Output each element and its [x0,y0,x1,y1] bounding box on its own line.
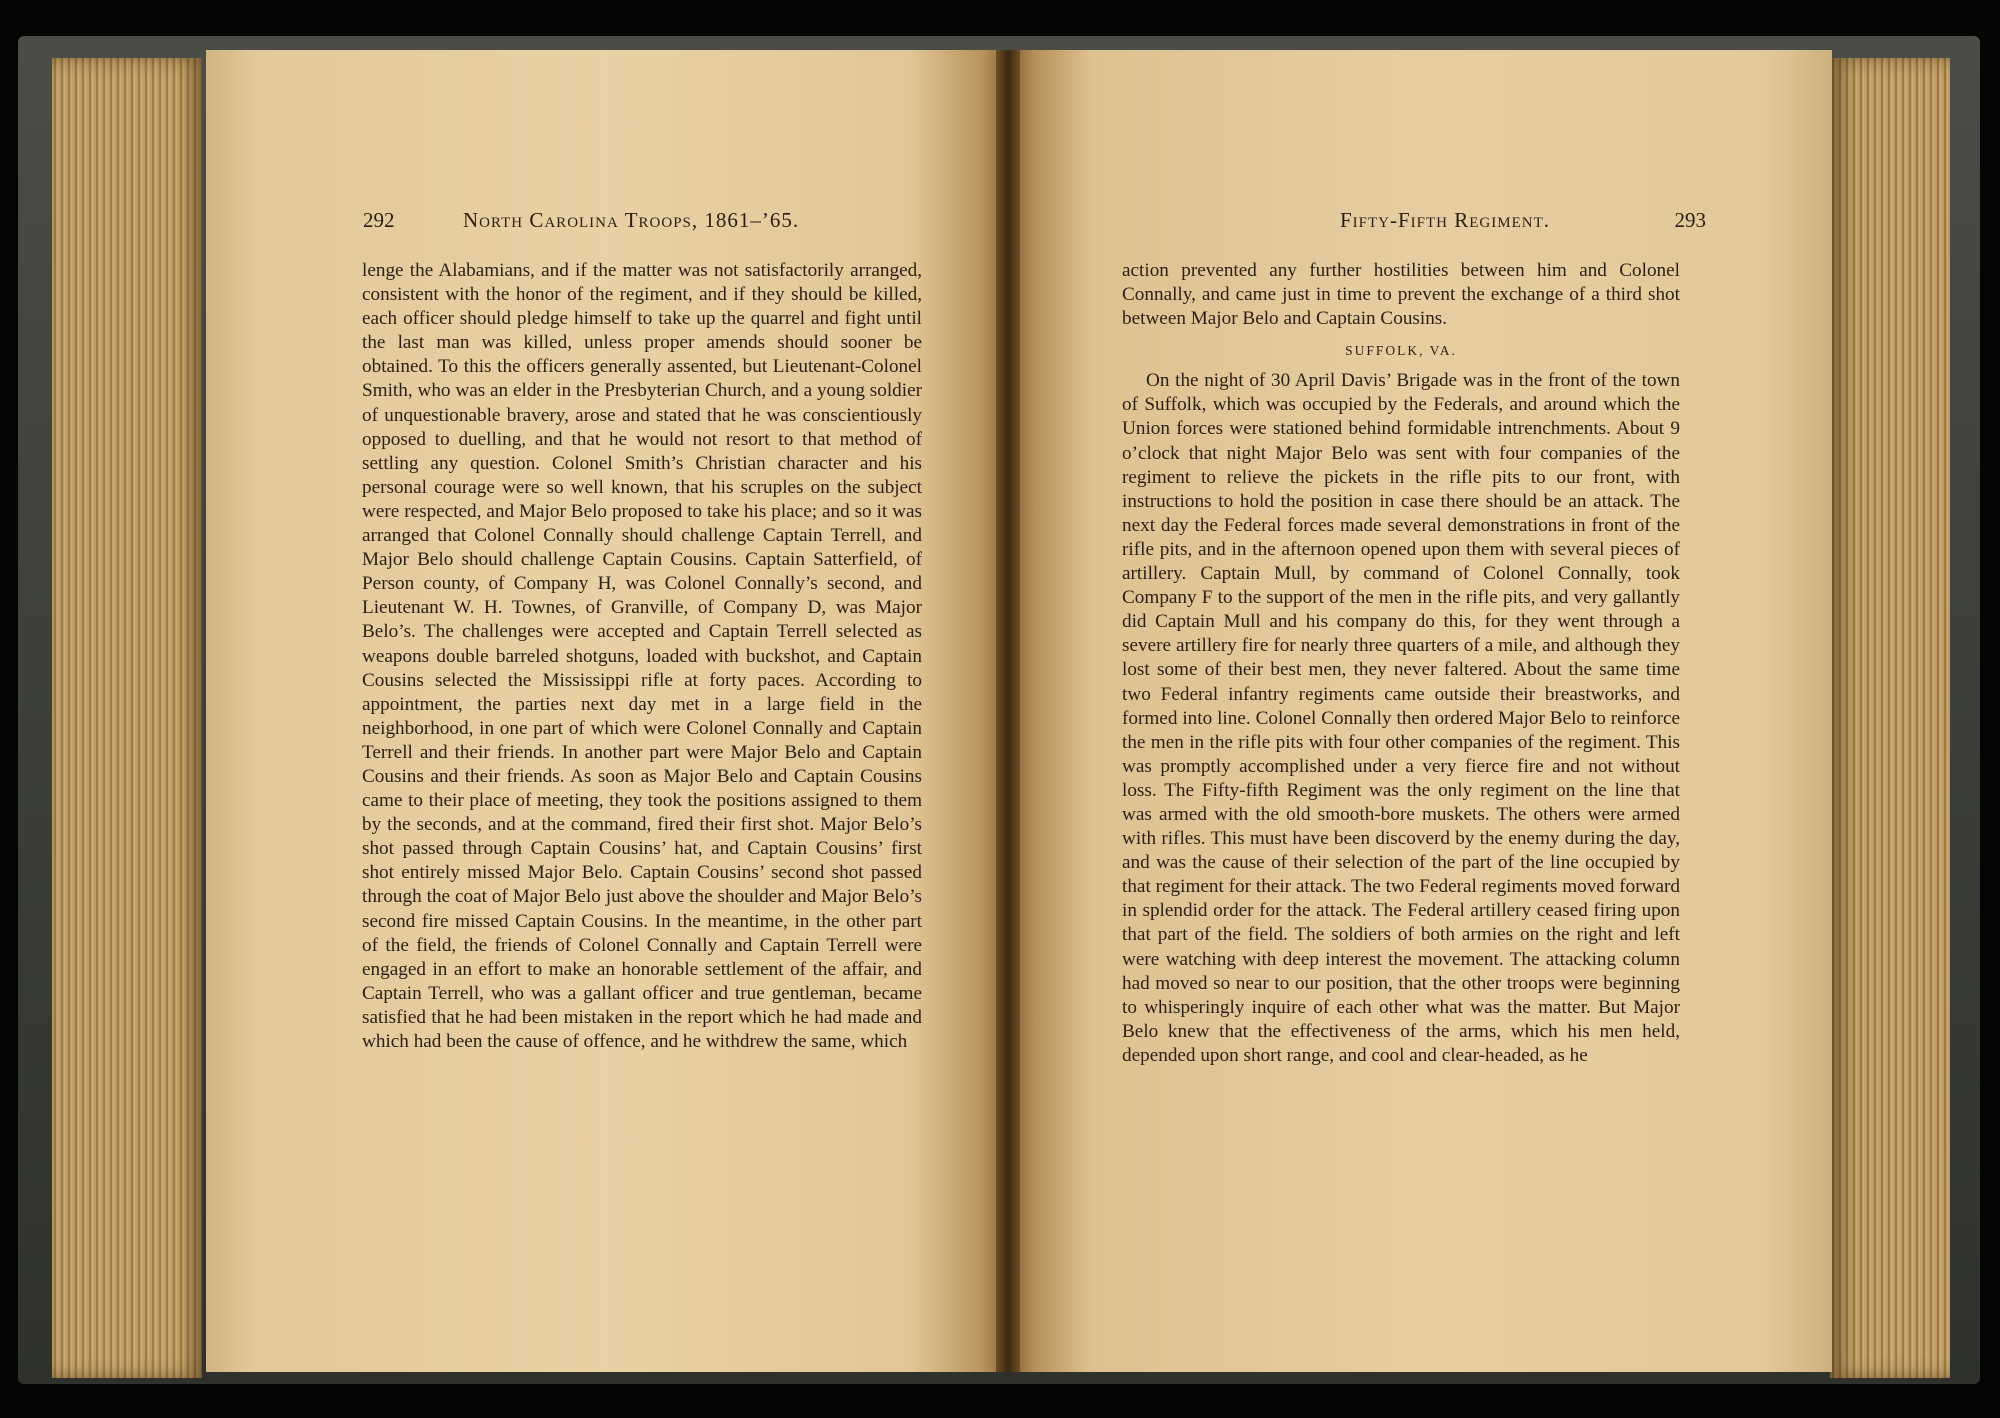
right-page-edges [1830,58,1950,1378]
left-page-body [362,259,922,1054]
right-running-head: Fifty-Fifth Regiment. [1339,208,1550,232]
section-heading: SUFFOLK, VA. [1345,343,1457,359]
right-paragraph-2: On the night of 30 April Davis’ Brigade was in the front of the town of Suffolk, which was occupied by the Federals, and around which the Union forces were stationed behind formidable intrenchments. About 9 o’clock that night Major Belo was sent with four companies of the regiment to relieve the pickets in the rifle pits to our front, with instructions to hold the position in case there should be an attack. The next day the Federal forces made several demonstrations in front of the rifle pits, and in the afternoon opened upon them with several pieces of artillery. Captain Mull, by command of Colonel Connally, took Company F to the support of the men in the rifle pits, and very gallantly did Captain Mull and his company do this, for they went through a severe artillery fire for nearly three quarters of a mile, and although they lost some of their best men, they never faltered. About the same time two Federal infantry regiments came outside their breastworks, and formed into line. Colonel Connally then ordered Major Belo to reinforce the men in the rifle pits with four other companies of the regiment. This was promptly accomplished under a very fierce fire and not without loss. The Fifty-fifth Regiment was the only regiment on the line that was armed with the old smooth-bore muskets. The others were armed with rifles. This must have been discoverd by the enemy during the day, and was the cause of their selection of the part of the line occupied by that regiment for their attack. The two Federal regiments moved forward in splendid order for the attack. The Federal artillery ceased firing upon that part of the field. The soldiers of both armies on the right and left were watching with deep interest the movement. The attacking column had moved so near to our position, that the other troops were beginning to whisperingly inquire of each other what was the matter. But Major Belo knew that the effectiveness of the arms, which his men held, depended upon short range, and cool and clear-headed, as he [1122,370,1680,1066]
left-running-head: North Carolina Troops, 1861–’65. [463,208,800,232]
right-paragraph-1: action prevented any further hostilities between him and Colonel Connally, and came just in time to prevent the exchange of a third shot between Major Belo and Captain Cousins. [1122,260,1680,330]
left-page-number: 292 [363,208,395,232]
right-page-number: 293 [1674,208,1706,232]
left-page-edges [52,58,202,1378]
right-page-header [1120,208,1706,242]
left-page [206,50,1006,1372]
left-paragraph: lenge the Alabamians, and if the matter was not satisfactorily arranged, consistent with the honor of the regiment, and if they should be killed, each officer should pledge himself to take up the quarrel and fight until the last man was killed, unless proper amends should sooner be obtained. To this the officers generally assented, but Lieutenant-Colonel Smith, who was an elder in the Presbyterian Church, and a young soldier of unquestionable bravery, arose and stated that he was conscientiously opposed to duelling, and that he would not resort to that method of settling any question. Colonel Smith’s Christian character and his personal courage were so well known, that his scruples on the subject were respected, and Major Belo proposed to take his place; and so it was arranged that Colonel Connally should challenge Captain Terrell, and Major Belo should challenge Captain Cousins. Captain Satterfield, of Person county, of Company H, was Colonel Connally’s second, and Lieutenant W. H. Townes, of Granville, of Company D, was Major Belo’s. The challenges were accepted and Captain Terrell selected as weapons double barreled shotguns, loaded with buckshot, and Captain Cousins selected the Mississippi rifle at forty paces. According to appointment, the parties next day met in a large field in the neighborhood, in one part of which were Colonel Connally and Captain Terrell and their friends. In another part were Major Belo and Captain Cousins and their friends. As soon as Major Belo and Captain Cousins came to their place of meeting, they took the positions assigned to them by the seconds, and at the command, fired their first shot. Major Belo’s shot passed through Captain Cousins’ hat, and Captain Cousins’ first shot entirely missed Major Belo. Captain Cousins’ second shot passed through the coat of Major Belo just above the shoulder and Major Belo’s second fire missed Captain Cousins. In the meantime, in the other part of the field, the friends of Colonel Connally and Captain Terrell were engaged in an effort to make an honorable settlement of the affair, and Captain Terrell, who was a gallant officer and true gentleman, became satisfied that he had been mistaken in the report which he had made and which had been the cause of offence, and he withdrew the same, which [362,260,922,1052]
right-page-body [1122,259,1680,1068]
right-page [1010,50,1832,1372]
book-gutter [996,50,1020,1372]
